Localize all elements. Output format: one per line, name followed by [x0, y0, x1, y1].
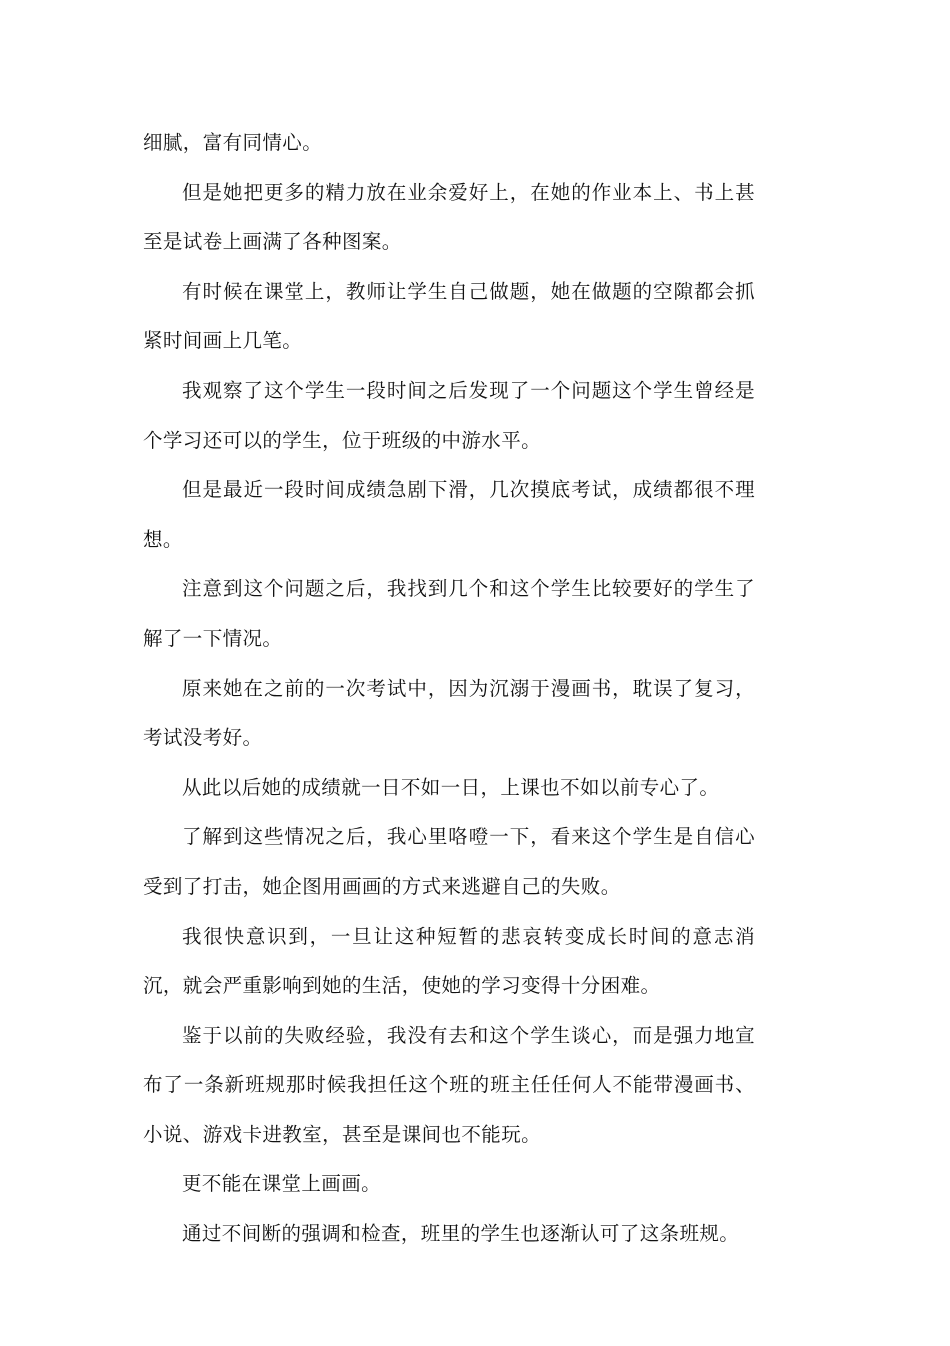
paragraph: 鉴于以前的失败经验，我没有去和这个学生谈心，而是强力地宣布了一条新班规那时候我担任这个班的班主任任何人不能带漫画书、小说、游戏卡进教室，甚至是课间也不能玩。 — [143, 1023, 755, 1146]
paragraph: 我很快意识到，一旦让这种短暂的悲哀转变成长时间的意志消沉，就会严重影响到她的生活，使她的学习变得十分困难。 — [143, 924, 755, 998]
paragraph: 更不能在课堂上画画。 — [182, 1172, 382, 1196]
paragraph: 通过不间断的强调和检查，班里的学生也逐渐认可了这条班规。 — [182, 1222, 740, 1246]
paragraph: 我观察了这个学生一段时间之后发现了一个问题这个学生曾经是个学习还可以的学生，位于班级的中游水平。 — [143, 378, 755, 452]
paragraph: 但是她把更多的精力放在业余爱好上，在她的作业本上、书上甚至是试卷上画满了各种图案。 — [143, 180, 755, 254]
paragraph: 原来她在之前的一次考试中，因为沉溺于漫画书，耽误了复习，考试没考好。 — [143, 676, 755, 750]
paragraph: 了解到这些情况之后，我心里咯噔一下，看来这个学生是自信心受到了打击，她企图用画画的方式来逃避自己的失败。 — [143, 825, 755, 898]
body-text — [143, 118, 755, 1259]
paragraph: 有时候在课堂上，教师让学生自己做题，她在做题的空隙都会抓紧时间画上几笔。 — [143, 279, 755, 353]
paragraph: 细腻，富有同情心。 — [143, 131, 323, 154]
paragraph: 从此以后她的成绩就一日不如一日，上课也不如以前专心了。 — [182, 775, 720, 799]
paragraph: 但是最近一段时间成绩急剧下滑，几次摸底考试，成绩都很不理想。 — [143, 478, 755, 551]
paragraph: 注意到这个问题之后，我找到几个和这个学生比较要好的学生了解了一下情况。 — [143, 577, 755, 650]
